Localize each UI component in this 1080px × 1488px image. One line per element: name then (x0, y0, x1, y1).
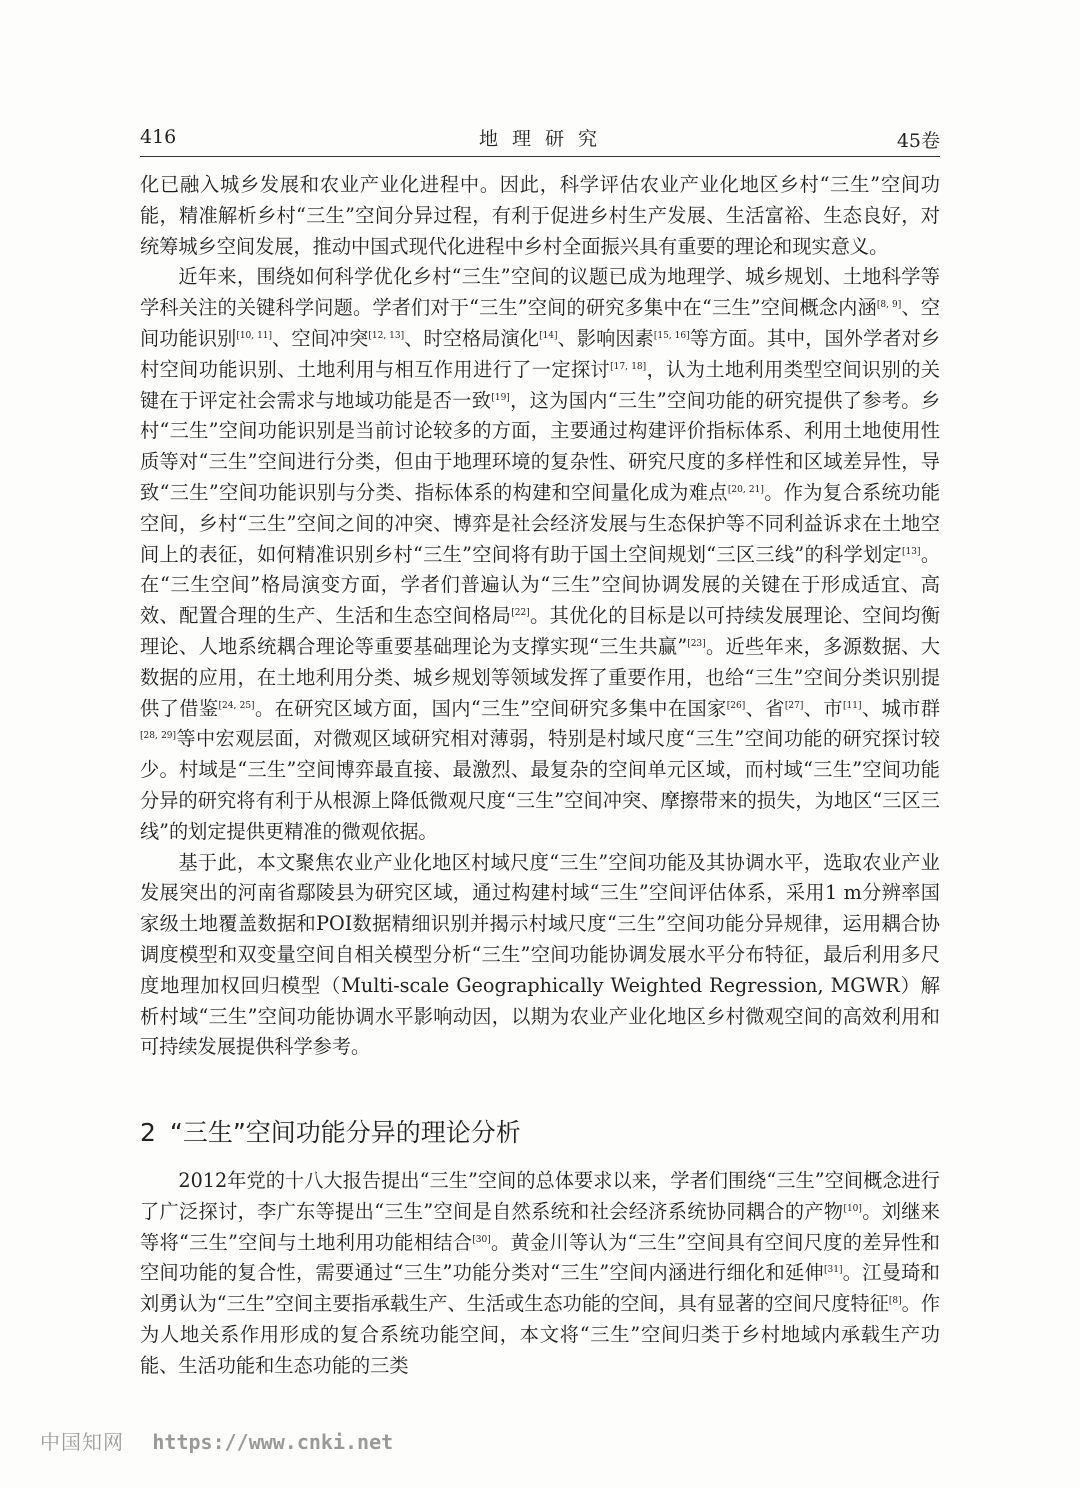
paragraph (140, 1166, 940, 1382)
citation: [13] (902, 546, 921, 557)
text-run: 等中宏观层面，对微观区域研究相对薄弱，特别是村域尺度“三生”空间功能的研究探讨较少。村域是“三生”空间博弈最直接、最激烈、最复杂的空间单元区域，而村域“三生”空间功能分异的研究将有利于从根源上降低微观尺度“三生”空间冲突、摩擦带来的损失，为地区“三区三线”的划定提供更精准的微观依据。 (140, 727, 940, 843)
text-run: 、市 (803, 696, 844, 720)
page-number: 416 (140, 126, 177, 148)
citation: [28, 29] (140, 731, 177, 742)
text-run: 。江曼琦和刘勇认为“三生”空间主要指承载生产、生活或生态功能的空间，具有显著的空间尺度特征 (140, 1261, 940, 1316)
section-heading (140, 1116, 940, 1150)
text-run: ，认为土地利用类型空间识别的关键在于评定社会需求与地域功能是否一致 (140, 357, 941, 412)
text-run: 近年来，围绕如何科学优化乡村“三生”空间的议题已成为地理学、城乡规划、土地科学等学科关注的关键科学问题。学者们对于“三生”空间的研究多集中在“三生”空间概念内涵 (140, 265, 940, 320)
citation: [26] (726, 700, 746, 711)
text-run: 、空间功能识别 (140, 296, 940, 350)
citation: [20, 21] (727, 484, 764, 495)
text-run: 。作为复合系统功能空间，乡村“三生”空间之间的冲突、博弈是社会经济发展与生态保护等不同利益诉求在土地空间上的表征，如何精准识别乡村“三生”空间将有助于国土空间规划“三区三线”的科学划定 (140, 480, 941, 566)
body-text (140, 170, 940, 1063)
citation: [10, 11] (236, 330, 273, 341)
citation: [8] (888, 1296, 902, 1307)
text-run: 。在研究区域方面，国内“三生”空间研究多集中在国家 (254, 696, 727, 720)
citation: [11] (843, 700, 862, 711)
text-run: 等方面。其中，国外学者对乡村空间功能识别、土地利用与相互作用进行了一定探讨 (140, 326, 941, 381)
text-run: 、省 (745, 696, 785, 720)
text-run: 、城市群 (861, 696, 941, 720)
text-run: ，这为国内“三生”空间功能的研究提供了参考。乡村“三生”空间功能识别是当前讨论较多的方面，主要通过构建评价指标体系、利用土地使用性质等对“三生”空间进行分类，但由于地理环境的复杂性、研究尺度的多样性和区域差异性，导致“三生”空间功能识别与分类、指标体系的构建和空间量化成为难点 (140, 388, 941, 504)
citation: [24, 25] (218, 700, 255, 711)
text-run: 。其优化的目标是以可持续发展理论、空间均衡理论、人地系统耦合理论等重要基础理论为支撑实现“三生共赢” (140, 604, 941, 658)
citation: [14] (539, 330, 558, 341)
text-run: 、空间冲突 (272, 326, 369, 350)
citation: [27] (784, 700, 804, 711)
citation: [17, 18] (610, 361, 647, 372)
watermark-footer (40, 1426, 393, 1456)
paragraph: 化已融入城乡发展和农业产业化进程中。因此，科学评估农业产业化地区乡村“三生”空间功能，精准解析乡村“三生”空间分异过程，有利于促进乡村生产发展、生活富裕、生态良好，对统筹城乡空间发展，推动中国式现代化进程中乡村全面振兴具有重要的理论和现实意义。 (140, 173, 940, 258)
section-title: “三生”空间功能分异的理论分析 (169, 1118, 521, 1147)
running-header (140, 122, 940, 157)
text-run: 、影响因素 (557, 326, 654, 350)
citation: [22] (511, 608, 530, 619)
citation: [10] (843, 1203, 862, 1214)
citation: [15, 16] (653, 330, 690, 341)
citation: [23] (687, 638, 706, 649)
section-body-text (140, 1166, 940, 1382)
citation: [31] (824, 1265, 843, 1276)
text-run: 。刘继来等将“三生”空间与土地利用功能相结合 (140, 1199, 940, 1254)
volume-label: 45卷 (896, 130, 940, 152)
citation: [8, 9] (876, 300, 902, 311)
citation: [30] (472, 1234, 491, 1245)
citation: [19] (491, 392, 510, 403)
section-number: 2 (140, 1118, 156, 1147)
paragraph: 基于此，本文聚焦农业产业化地区村域尺度“三生”空间功能及其协调水平，选取农业产业发展突出的河南省鄢陵县为研究区域，通过构建村域“三生”空间评估体系，采用1 m分辨率国家级土地覆盖数据和POI数据精细识别并揭示村域尺度“三生”空间功能分异规律，运用耦合协调度模型和双变量空间自相关模型分析“三生”空间功能协调发展水平分布特征，最后利用多尺度地理加权回归模型（Multi-scale Geographically Weighted Regression, MGWR）解析村域“三生”空间功能协调水平影响动因，以期为农业产业化地区乡村微观空间的高效利用和可持续发展提供科学参考。 (140, 850, 940, 1059)
text-run: 、时空格局演化 (404, 326, 540, 350)
paragraph (140, 262, 940, 847)
journal-title: 地 理 研 究 (478, 128, 602, 150)
cnki-url[interactable]: https://www.cnki.net (152, 1430, 394, 1454)
text-run: 。近些年来，多源数据、大数据的应用，在土地利用分类、城乡规划等领域发挥了重要作用，也给“三生”空间分类识别提供了借鉴 (140, 634, 940, 720)
text-run: 2012年党的十八大报告提出“三生”空间的总体要求以来，学者们围绕“三生”空间概念进行了广泛探讨，李广东等提出“三生”空间是自然系统和社会经济系统协同耦合的产物 (140, 1169, 940, 1223)
text-run: 。作为人地关系作用形成的复合系统功能空间，本文将“三生”空间归类于乡村地域内承载生产功能、生活功能和生态功能的三类 (140, 1292, 941, 1377)
text-run: 。在“三生空间”格局演变方面，学者们普遍认为“三生”空间协调发展的关键在于形成适宜、高效、配置合理的生产、生活和生态空间格局 (140, 542, 941, 628)
cnki-brand: 中国知网 (40, 1430, 124, 1454)
text-run: 。黄金川等认为“三生”空间具有空间尺度的差异性和空间功能的复合性，需要通过“三生”功能分类对“三生”空间内涵进行细化和延伸 (140, 1230, 940, 1285)
citation: [12, 13] (368, 330, 405, 341)
